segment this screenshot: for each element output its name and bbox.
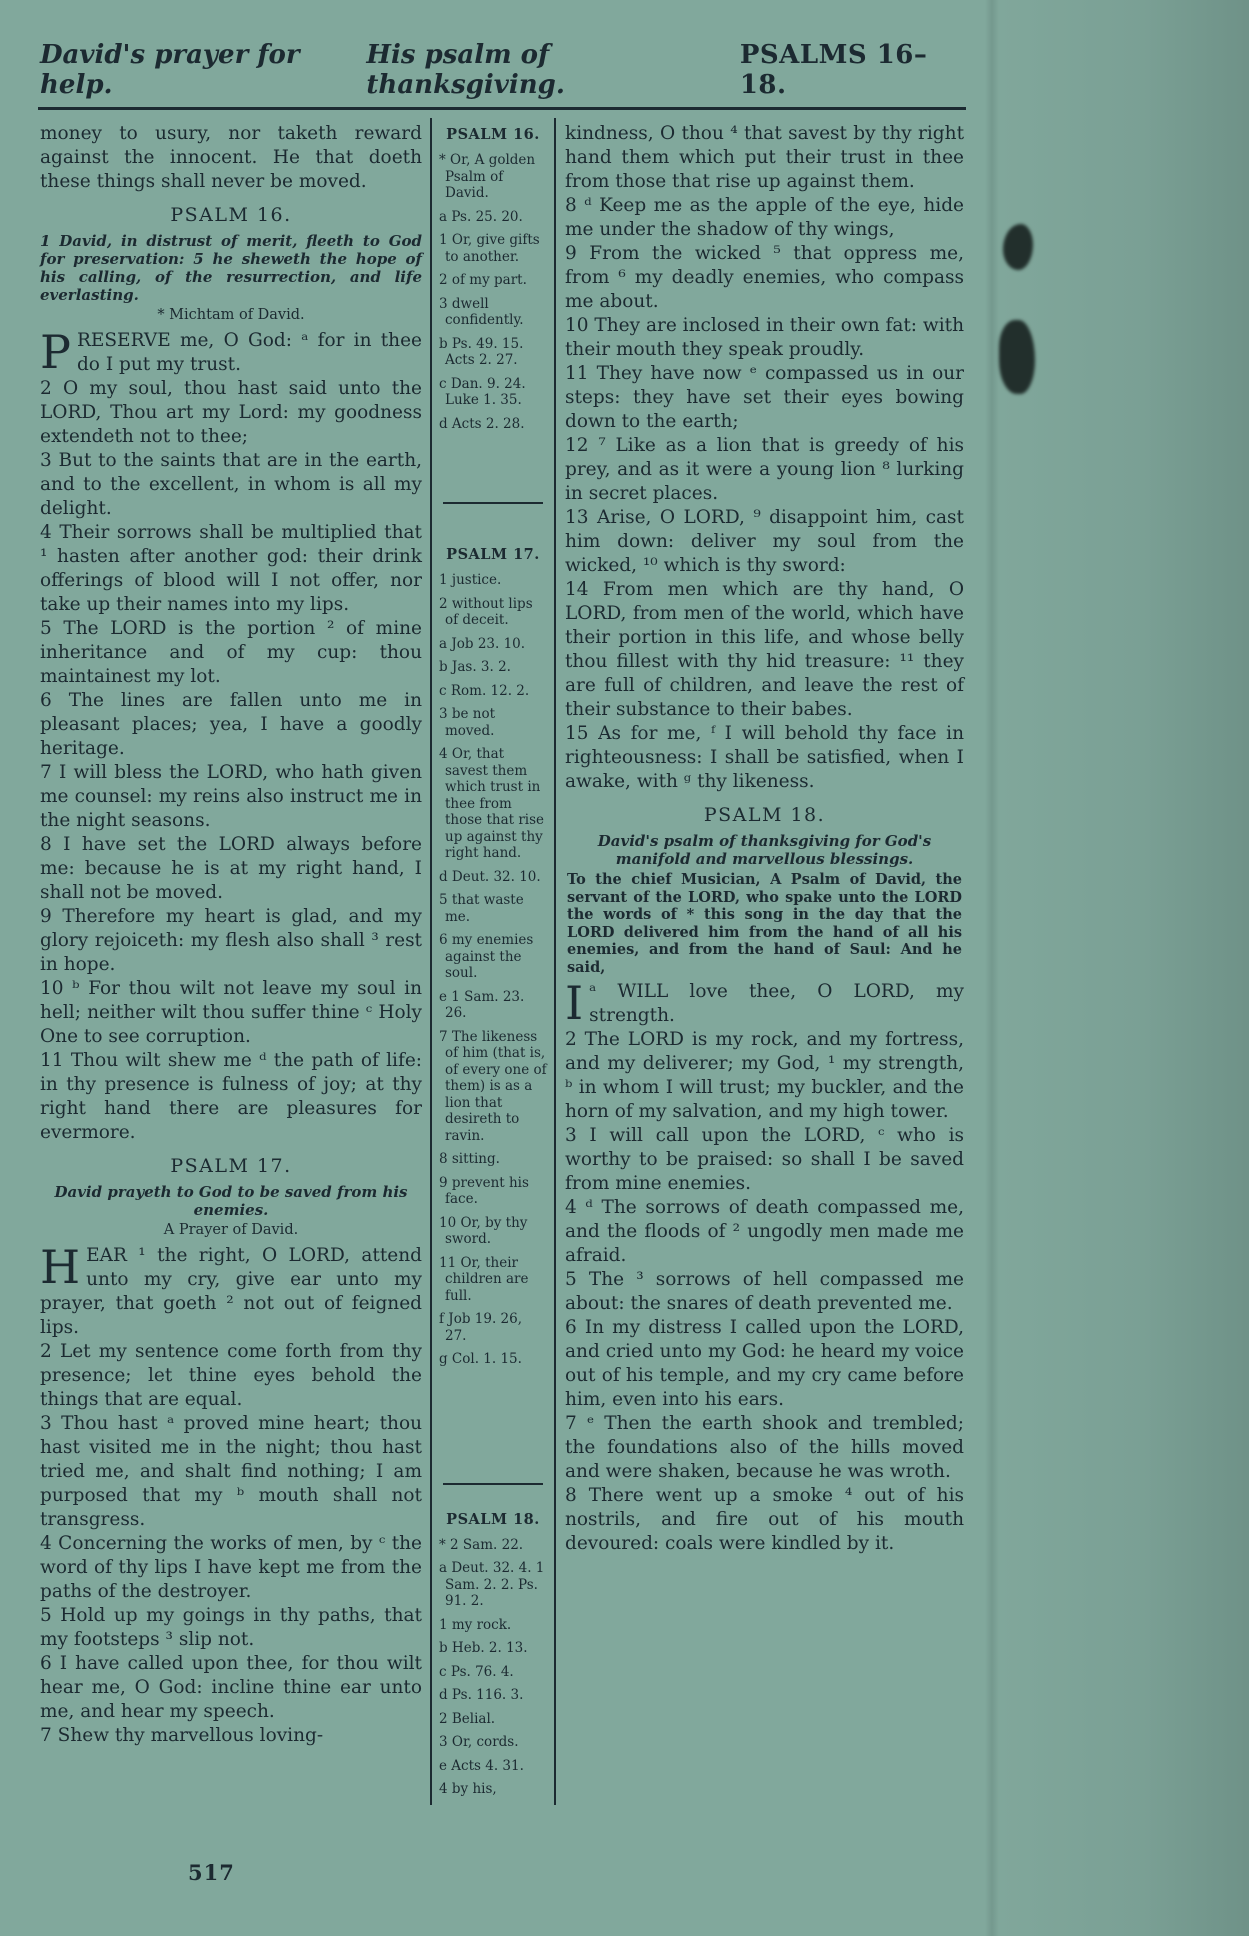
notes-section-title: PSALM 17. <box>446 546 540 563</box>
text-block: 1 David, in distrust of merit, fleeth to God for preservation: 5 he sheweth the hope of his calling, of the resurrection, and life everlasting. <box>40 232 422 304</box>
margin-note: g Col. 1. 15. <box>439 1351 522 1367</box>
text-block: money to usury, nor taketh reward against the innocent. He that doeth these things shall never be moved. <box>40 123 422 192</box>
margin-note: 3 dwell confidently. <box>439 295 524 328</box>
margin-note: b Heb. 2. 13. <box>439 1640 528 1656</box>
margin-note: 9 prevent his face. <box>439 1174 529 1207</box>
margin-note: f Job 19. 26, 27. <box>439 1311 522 1344</box>
text-block: 10 ᵇ For thou wilt not leave my soul in hell; neither wilt thou suffer thine ᶜ Holy One to see corruption. <box>40 978 422 1047</box>
margin-note: a Deut. 32. 4. 1 Sam. 2. 2. Ps. 91. 2. <box>439 1560 545 1609</box>
text-block: 6 The lines are fallen unto me in pleasant places; yea, I have a goodly heritage. <box>40 690 422 759</box>
text-block: PRESERVE me, O God: ᵃ for in thee do I put my trust. <box>40 325 422 379</box>
notes-section-psalm-18 <box>439 1511 547 1798</box>
text-block: David's psalm of thanksgiving for God's manifold and marvellous blessings. <box>597 832 932 868</box>
text-block: HEAR ¹ the right, O LORD, attend unto my cry, give ear unto my prayer, that goeth ² not out of feigned lips. <box>40 1240 422 1338</box>
text-block: 11 Thou wilt shew me ᵈ the path of life: in thy presence is fulness of joy; at thy right hand there are pleasures for evermore. <box>40 1050 422 1143</box>
text-block: To the chief Musician, A Psalm of David, the servant of the LORD, who spake unto the LORD the words of * this song in the day that the LORD delivered him from the hand of all his enemies, and from the hand of Saul: And he said, <box>567 871 962 976</box>
text-block: 6 I have called upon thee, for thou wilt hear me, O God: incline thine ear unto me, and hear my speech. <box>40 1653 422 1722</box>
text-block: 14 From men which are thy hand, O LORD, from men of the world, which have their portion in this life, and whose belly thou fillest with thy hid treasure: ¹¹ they are full of children, and leave the rest of their substance to their babes. <box>565 579 964 720</box>
text-block: 7 Shew thy marvellous loving- <box>40 1725 324 1746</box>
margin-note: * 2 Sam. 22. <box>439 1536 524 1553</box>
page-content <box>38 40 966 1805</box>
margin-note: d Acts 2. 28. <box>439 415 525 432</box>
notes-list <box>439 572 547 1368</box>
notes-section-title: PSALM 18. <box>446 1510 540 1528</box>
page-number: 517 <box>188 1860 235 1885</box>
drop-cap: I <box>565 976 584 1030</box>
margin-note: 3 Or, cords. <box>439 1734 519 1750</box>
header-rule <box>38 107 966 110</box>
text-block: David prayeth to God to be saved from his enemies. <box>54 1183 408 1219</box>
margin-note: c Ps. 76. 4. <box>439 1663 514 1680</box>
text-block: PSALM 18. <box>703 804 826 826</box>
margin-note: 10 Or, by thy sword. <box>439 1214 528 1247</box>
text-block: 10 They are inclosed in their own fat: with their mouth they speak proudly. <box>565 315 965 360</box>
text-block: 11 They have now ᵉ compassed us in our steps: they have set their eyes bowing down to the earth; <box>565 363 964 432</box>
margin-note: 5 that waste me. <box>439 892 524 925</box>
text-block: 9 From the wicked ⁵ that oppress me, from ⁶ my deadly enemies, who compass me about. <box>565 243 964 312</box>
right-text-column <box>556 118 966 1805</box>
margin-note: b Ps. 49. 15. Acts 2. 27. <box>439 335 524 368</box>
text-block: 8 I have set the LORD always before me: because he is at my right hand, I shall not be moved. <box>40 834 422 903</box>
margin-note: 7 The likeness of him (that is, of every one of them) is as a lion that desireth to ravin. <box>439 1028 547 1144</box>
drop-cap: H <box>40 1240 81 1294</box>
running-head-left: David's prayer for help. <box>40 40 300 100</box>
text-block: 5 The ³ sorrows of hell compassed me about: the snares of death prevented me. <box>565 1269 964 1314</box>
margin-note: d Deut. 32. 10. <box>439 868 541 885</box>
binding-mark <box>1003 224 1033 270</box>
binding-mark <box>999 320 1035 394</box>
text-block: 4 Their sorrows shall be multiplied that ¹ hasten after another god: their drink offerings of blood will I not offer, nor take up their names into my lips. <box>40 522 422 615</box>
left-text-column <box>38 118 430 1805</box>
margin-note: a Ps. 25. 20. <box>439 208 523 225</box>
text-block: 3 I will call upon the LORD, ᶜ who is worthy to be praised: so shall I be saved from mine enemies. <box>565 1125 964 1194</box>
notes-section-divider <box>443 502 543 504</box>
text-block: 8 ᵈ Keep me as the apple of the eye, hide me under the shadow of thy wings, <box>565 195 964 240</box>
running-head-psalms-label: PSALMS 16–18. <box>739 40 928 100</box>
margin-note: 3 be not moved. <box>439 706 496 739</box>
notes-section-psalm-17 <box>439 546 547 1368</box>
running-head <box>38 40 966 107</box>
text-block: 5 Hold up my goings in thy paths, that my footsteps ³ slip not. <box>40 1605 422 1650</box>
text-block: 4 Concerning the works of men, by ᶜ the word of thy lips I have kept me from the paths of the destroyer. <box>40 1533 422 1602</box>
margin-note: 1 justice. <box>439 572 502 588</box>
margin-note: a Job 23. 10. <box>439 635 526 652</box>
margin-note: 2 Belial. <box>439 1710 496 1727</box>
margin-note: e 1 Sam. 23. 26. <box>439 988 525 1021</box>
notes-section-psalm-16 <box>439 126 547 432</box>
text-block: 9 Therefore my heart is glad, and my glory rejoiceth: my flesh also shall ³ rest in hope. <box>40 906 422 975</box>
running-head-center: His psalm of thanksgiving. <box>366 40 565 100</box>
margin-note: 1 my rock. <box>439 1616 512 1633</box>
margin-note: c Rom. 12. 2. <box>439 682 530 699</box>
text-block: A Prayer of David. <box>163 1222 299 1238</box>
notes-list <box>439 1537 547 1798</box>
margin-note: d Ps. 116. 3. <box>439 1687 524 1703</box>
margin-note: 8 sitting. <box>439 1151 500 1167</box>
text-block: * Michtam of David. <box>157 307 305 323</box>
margin-note: 4 Or, that savest them which trust in thee from those that rise up against thy right hand. <box>439 746 545 861</box>
notes-list <box>439 152 547 432</box>
notes-section-divider <box>443 1483 543 1485</box>
margin-note: 1 Or, give gifts to another. <box>439 232 540 265</box>
text-block: 7 ᵉ Then the earth shook and trembled; the foundations also of the hills moved and were shaken, because he was wroth. <box>565 1413 964 1482</box>
text-block: 15 As for me, ᶠ I will behold thy face in righteousness: I shall be satisfied, when I awake, with ᵍ thy likeness. <box>565 723 964 792</box>
text-block: 2 O my soul, thou hast said unto the LORD, Thou art my Lord: my goodness extendeth not to thee; <box>40 378 422 447</box>
text-block: 3 Thou hast ᵃ proved mine heart; thou hast visited me in the night; thou hast tried me, and shalt find nothing; I am purposed that my ᵇ mouth shall not transgress. <box>40 1413 422 1530</box>
text-block: PSALM 16. <box>170 204 292 226</box>
text-block: PSALM 17. <box>170 1155 292 1177</box>
text-block: 2 The LORD is my rock, and my fortress, and my deliverer; my God, ¹ my strength, ᵇ in whom I will trust; my buckler, and the horn of my salvation, and my high tower. <box>565 1029 964 1122</box>
drop-cap: P <box>40 325 71 379</box>
margin-note: 2 of my part. <box>439 272 527 288</box>
text-block: 13 Arise, O LORD, ⁹ disappoint him, cast him down: deliver my soul from the wicked, ¹⁰ which is thy sword: <box>565 507 964 576</box>
margin-note: e Acts 4. 31. <box>439 1757 524 1774</box>
margin-note: c Dan. 9. 24. Luke 1. 35. <box>439 375 526 408</box>
page-edge-shadow <box>979 0 1249 1936</box>
text-columns <box>38 118 966 1805</box>
margin-note: 6 my enemies against the soul. <box>439 932 534 981</box>
text-block: 12 ⁷ Like as a lion that is greedy of his prey, and as it were a young lion ⁸ lurking in secret places. <box>565 435 964 504</box>
notes-section-title: PSALM 16. <box>446 126 540 143</box>
text-block: kindness, O thou ⁴ that savest by thy right hand them which put their trust in thee from those that rise up against them. <box>565 123 964 192</box>
text-block: 2 Let my sentence come forth from thy presence; let thine eyes behold the things that are equal. <box>40 1341 422 1410</box>
margin-note: 2 without lips of deceit. <box>439 595 533 628</box>
margin-note: * Or, A golden Psalm of David. <box>439 152 536 201</box>
text-block: 8 There went up a smoke ⁴ out of his nostrils, and fire out of his mouth devoured: coals were kindled by it. <box>565 1485 964 1554</box>
text-block: 5 The LORD is the portion ² of mine inheritance and of my cup: thou maintainest my lot. <box>40 618 422 687</box>
text-block: 7 I will bless the LORD, who hath given me counsel: my reins also instruct me in the night seasons. <box>40 762 422 831</box>
margin-note: 4 by his, <box>439 1781 497 1797</box>
text-block: I ᵃ WILL love thee, O LORD, my strength. <box>565 976 964 1030</box>
margin-notes-column <box>430 118 556 1805</box>
margin-note: b Jas. 3. 2. <box>439 659 511 675</box>
text-block: 6 In my distress I called upon the LORD, and cried unto my God: he heard my voice out of his temple, and my cry came before him, even into his ears. <box>565 1317 964 1410</box>
text-block: 4 ᵈ The sorrows of death compassed me, and the floods of ² ungodly men made me afraid. <box>565 1197 964 1266</box>
page-crease <box>985 0 999 1936</box>
text-block: 3 But to the saints that are in the earth, and to the excellent, in whom is all my delight. <box>40 450 422 519</box>
margin-note: 11 Or, their children are full. <box>439 1254 529 1304</box>
